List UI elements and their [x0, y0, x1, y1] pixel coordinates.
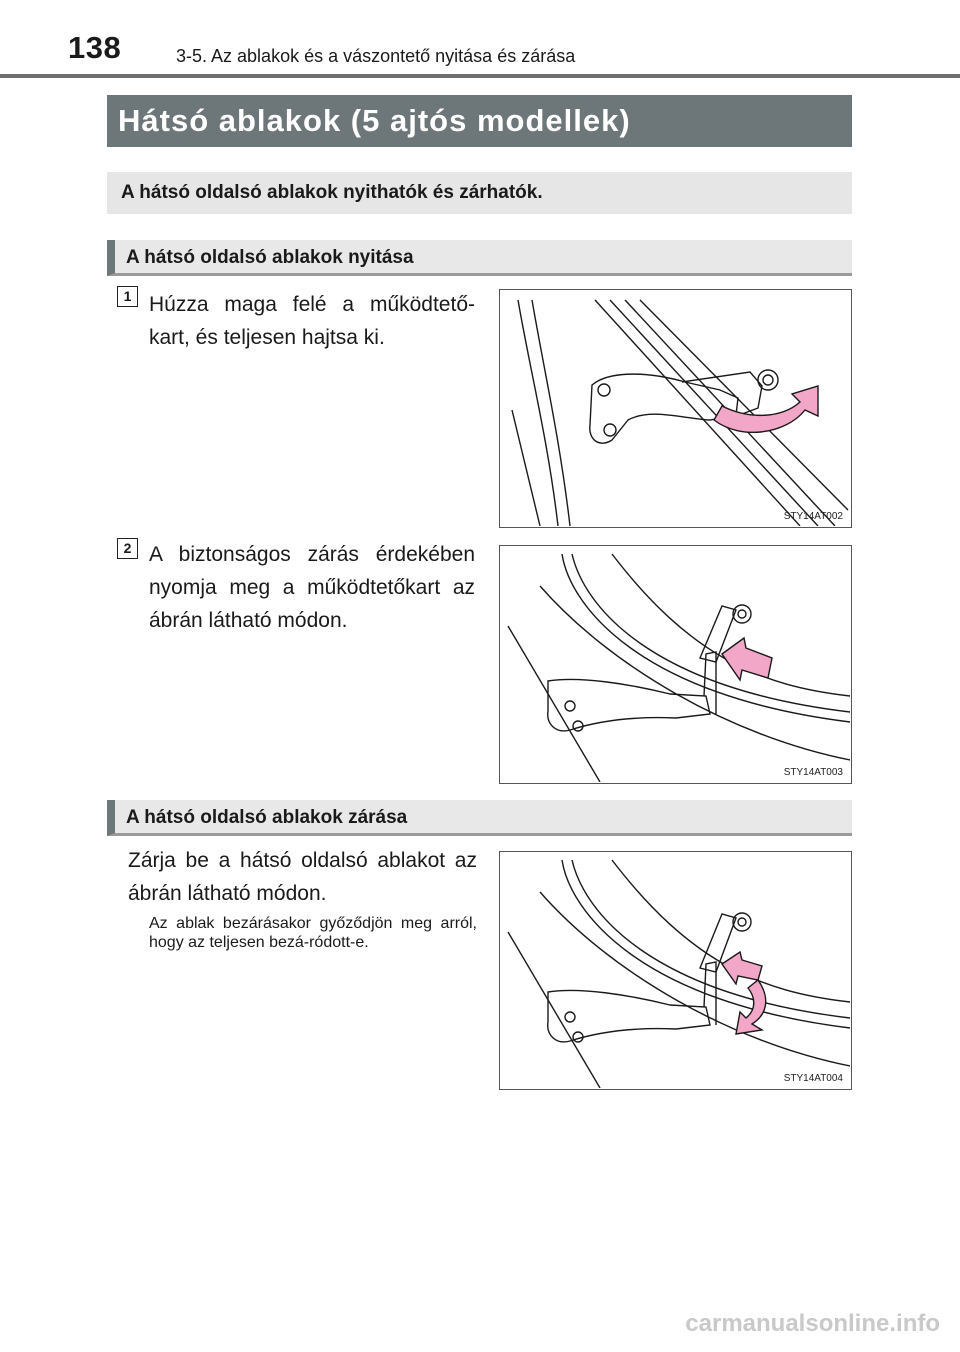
close-instruction-text: Zárja be a hátsó oldalsó ablakot az ábrán látható módon.	[128, 849, 477, 905]
header-rule	[0, 74, 960, 78]
figure-close-window	[499, 851, 852, 1090]
figure-code: STY14AT004	[783, 1073, 843, 1084]
figure-code: STY14AT003	[783, 767, 843, 778]
lever-push-illustration	[500, 546, 850, 782]
push-arrow-icon	[722, 638, 772, 680]
window-close-illustration	[500, 852, 850, 1088]
intro-summary: A hátsó oldalsó ablakok nyithatók és zárhatók.	[107, 172, 852, 214]
page-number: 138	[68, 30, 122, 65]
page-title: Hátsó ablakok (5 ajtós modellek)	[107, 95, 852, 147]
step-number-1: 1	[117, 286, 138, 307]
figure-lock-lever	[499, 545, 852, 784]
step-1-text: Húzza maga felé a működtető-kart, és teljesen hajtsa ki.	[149, 293, 475, 349]
lever-pull-illustration	[500, 290, 850, 526]
step-2-text: A biztonságos zárás érdekében nyomja meg a működtetőkart az ábrán látható módon.	[149, 543, 475, 632]
push-arrow-icon	[722, 952, 762, 984]
section-heading-close: A hátsó oldalsó ablakok zárása	[107, 800, 852, 836]
pull-arrow-icon	[714, 386, 818, 432]
figure-open-lever	[499, 289, 852, 528]
figure-code: STY14AT002	[783, 511, 843, 522]
step-number-2: 2	[117, 538, 138, 559]
watermark: carmanualsonline.info	[685, 1310, 940, 1337]
section-heading-open: A hátsó oldalsó ablakok nyitása	[107, 240, 852, 276]
close-note-text: Az ablak bezárásakor győződjön meg arról, hogy az teljesen bezá-ródott-e.	[149, 915, 477, 951]
close-arrow-icon	[736, 980, 766, 1034]
running-head: 3-5. Az ablakok és a vászontető nyitása és zárása	[176, 46, 576, 66]
